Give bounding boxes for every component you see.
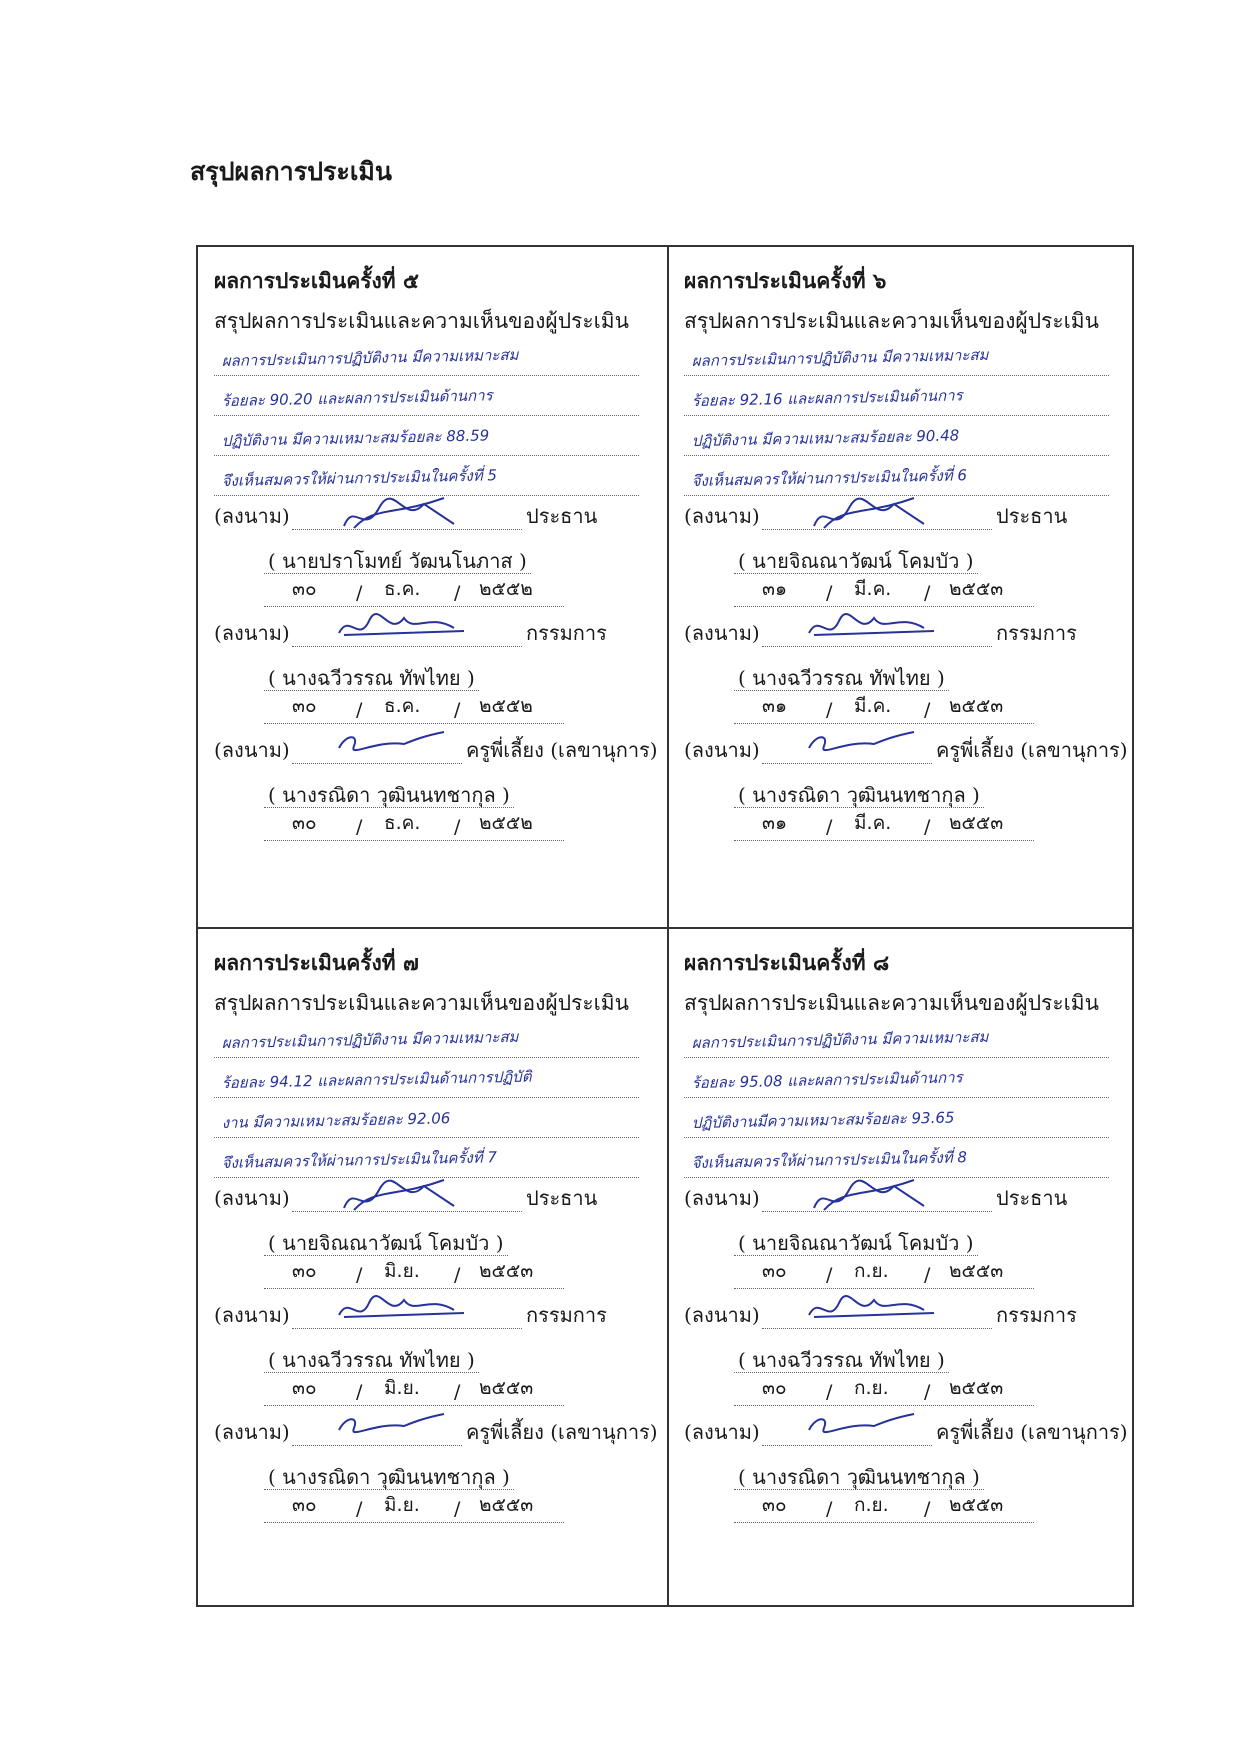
comment-text: ร้อยละ 90.20 และผลการประเมินด้านการ <box>221 386 493 411</box>
assessment-cell <box>198 929 666 1609</box>
chair-signature-row <box>684 1184 1134 1218</box>
comment-text: งาน มีความเหมาะสมร้อยละ 92.06 <box>221 1109 451 1133</box>
chair-name: ( นายปราโมทย์ วัฒนโนภาส ) <box>264 545 531 577</box>
member-role-label: กรรมการ <box>996 621 1077 645</box>
member-signature <box>334 613 484 653</box>
date-month: ก.ย. <box>854 1494 889 1516</box>
chair-signature-row <box>214 502 664 536</box>
date-month: ก.ย. <box>854 1377 889 1399</box>
date-year: ๒๕๕๓ <box>949 1494 1004 1516</box>
member-signature-row <box>684 619 1134 653</box>
assessment-title: ผลการประเมินครั้งที่ ๗ <box>214 950 419 975</box>
date-day: ๓๐ <box>292 1377 317 1399</box>
handwritten-comment-line <box>214 1143 639 1178</box>
date-month: มี.ค. <box>854 695 892 717</box>
comment-text: ผลการประเมินการปฏิบัติงาน มีความเหมาะสม <box>691 1027 989 1053</box>
date-year: ๒๕๕๓ <box>949 812 1004 834</box>
date-year: ๒๕๕๒ <box>479 578 533 600</box>
assessment-subtitle: สรุปผลการประเมินและความเห็นของผู้ประเมิน <box>214 991 629 1015</box>
comment-text: ร้อยละ 95.08 และผลการประเมินด้านการ <box>691 1068 963 1093</box>
date-month: มิ.ย. <box>384 1494 420 1516</box>
handwritten-comment-line <box>684 1103 1109 1138</box>
page-title: สรุปผลการประเมิน <box>190 157 392 186</box>
secretary-signature-row <box>684 736 1134 770</box>
handwritten-comment-line <box>214 1023 639 1058</box>
assessment-title: ผลการประเมินครั้งที่ ๘ <box>684 950 890 975</box>
date-year: ๒๕๕๓ <box>949 1260 1004 1282</box>
sign-label: (ลงนาม) <box>684 1420 760 1444</box>
date-day: ๓๑ <box>762 578 788 600</box>
secretary-name: ( นางรณิดา วุฒินนทชากุล ) <box>264 779 514 811</box>
chair-role-label: ประธาน <box>996 504 1068 528</box>
member-signature-row <box>684 1301 1134 1335</box>
handwritten-comment-line <box>214 461 639 496</box>
secretary-date: ๓๐ / มิ.ย. / ๒๕๕๓ <box>264 1496 564 1523</box>
secretary-role-label: ครูพี่เลี้ยง (เลขานุการ) <box>466 738 658 762</box>
chair-date: ๓๑ / มี.ค. / ๒๕๕๓ <box>734 580 1034 607</box>
handwritten-comment-line <box>684 1143 1109 1178</box>
comment-text: ผลการประเมินการปฏิบัติงาน มีความเหมาะสม <box>221 1027 519 1053</box>
secretary-signature <box>334 1412 484 1452</box>
comment-text: ผลการประเมินการปฏิบัติงาน มีความเหมาะสม <box>221 345 519 371</box>
member-name: ( นางฉวีวรรณ ทัพไทย ) <box>734 1344 949 1376</box>
date-day: ๓๐ <box>292 695 317 717</box>
secretary-name: ( นางรณิดา วุฒินนทชากุล ) <box>264 1461 514 1493</box>
member-date: ๓๑ / มี.ค. / ๒๕๕๓ <box>734 697 1034 724</box>
date-day: ๓๐ <box>292 812 317 834</box>
handwritten-comment-line <box>214 1103 639 1138</box>
comment-text: ผลการประเมินการปฏิบัติงาน มีความเหมาะสม <box>691 345 989 371</box>
chair-name: ( นายจิณณาวัฒน์ โคมบัว ) <box>734 1227 978 1259</box>
chair-date: ๓๐ / ก.ย. / ๒๕๕๓ <box>734 1262 1034 1289</box>
assessment-subtitle: สรุปผลการประเมินและความเห็นของผู้ประเมิน <box>214 309 629 333</box>
date-year: ๒๕๕๓ <box>949 578 1004 600</box>
member-signature <box>804 613 954 653</box>
handwritten-comment-line <box>684 461 1109 496</box>
comment-text: จึงเห็นสมควรให้ผ่านการประเมินในครั้งที่ 7 <box>221 1148 498 1173</box>
member-signature-row <box>214 619 664 653</box>
sign-label: (ลงนาม) <box>684 621 760 645</box>
handwritten-comment-line <box>684 1063 1109 1098</box>
member-date: ๓๐ / มิ.ย. / ๒๕๕๓ <box>264 1379 564 1406</box>
handwritten-comment-line <box>214 421 639 456</box>
sign-label: (ลงนาม) <box>214 504 290 528</box>
chair-signature <box>334 1178 484 1218</box>
chair-name: ( นายจิณณาวัฒน์ โคมบัว ) <box>264 1227 508 1259</box>
secretary-role-label: ครูพี่เลี้ยง (เลขานุการ) <box>466 1420 658 1444</box>
comment-text: จึงเห็นสมควรให้ผ่านการประเมินในครั้งที่ 5 <box>221 466 498 491</box>
handwritten-comment-line <box>214 341 639 376</box>
assessment-title: ผลการประเมินครั้งที่ ๕ <box>214 268 419 293</box>
comment-text: จึงเห็นสมควรให้ผ่านการประเมินในครั้งที่ 6 <box>691 466 968 491</box>
chair-role-label: ประธาน <box>996 1186 1068 1210</box>
secretary-signature-row <box>214 1418 664 1452</box>
date-day: ๓๐ <box>292 1260 317 1282</box>
comment-text: ปฏิบัติงาน มีความเหมาะสมร้อยละ 90.48 <box>691 426 960 451</box>
chair-name: ( นายจิณณาวัฒน์ โคมบัว ) <box>734 545 978 577</box>
comment-text: ร้อยละ 92.16 และผลการประเมินด้านการ <box>691 386 963 411</box>
date-year: ๒๕๕๓ <box>479 1260 534 1282</box>
sign-label: (ลงนาม) <box>214 1420 290 1444</box>
chair-signature <box>804 1178 954 1218</box>
sign-label: (ลงนาม) <box>684 1303 760 1327</box>
member-role-label: กรรมการ <box>996 1303 1077 1327</box>
chair-role-label: ประธาน <box>526 1186 598 1210</box>
secretary-signature-row <box>214 736 664 770</box>
handwritten-comment-line <box>684 1023 1109 1058</box>
secretary-date: ๓๑ / มี.ค. / ๒๕๕๓ <box>734 814 1034 841</box>
date-month: ธ.ค. <box>384 812 421 834</box>
secretary-role-label: ครูพี่เลี้ยง (เลขานุการ) <box>936 1420 1128 1444</box>
date-year: ๒๕๕๓ <box>949 1377 1004 1399</box>
member-name: ( นางฉวีวรรณ ทัพไทย ) <box>734 662 949 694</box>
member-signature <box>334 1295 484 1335</box>
secretary-signature <box>334 730 484 770</box>
secretary-date: ๓๐ / ก.ย. / ๒๕๕๓ <box>734 1496 1034 1523</box>
date-day: ๓๐ <box>762 1494 787 1516</box>
sign-label: (ลงนาม) <box>214 1303 290 1327</box>
chair-date: ๓๐ / ธ.ค. / ๒๕๕๒ <box>264 580 564 607</box>
date-day: ๓๐ <box>762 1260 787 1282</box>
comment-text: จึงเห็นสมควรให้ผ่านการประเมินในครั้งที่ 8 <box>691 1148 968 1173</box>
assessment-cell <box>668 929 1136 1609</box>
secretary-signature <box>804 730 954 770</box>
date-year: ๒๕๕๓ <box>949 695 1004 717</box>
handwritten-comment-line <box>214 381 639 416</box>
chair-role-label: ประธาน <box>526 504 598 528</box>
chair-signature <box>804 496 954 536</box>
chair-date: ๓๐ / มิ.ย. / ๒๕๕๓ <box>264 1262 564 1289</box>
sign-label: (ลงนาม) <box>684 738 760 762</box>
member-role-label: กรรมการ <box>526 621 607 645</box>
sign-label: (ลงนาม) <box>684 504 760 528</box>
date-day: ๓๑ <box>762 695 788 717</box>
comment-text: ปฏิบัติงาน มีความเหมาะสมร้อยละ 88.59 <box>221 426 490 451</box>
handwritten-comment-line <box>684 341 1109 376</box>
assessment-cell <box>668 247 1136 927</box>
date-year: ๒๕๕๓ <box>479 1377 534 1399</box>
date-day: ๓๑ <box>762 812 788 834</box>
sign-label: (ลงนาม) <box>214 1186 290 1210</box>
date-month: มิ.ย. <box>384 1260 420 1282</box>
assessment-grid <box>196 245 1134 1607</box>
member-signature <box>804 1295 954 1335</box>
date-month: มี.ค. <box>854 812 892 834</box>
chair-signature <box>334 496 484 536</box>
secretary-signature <box>804 1412 954 1452</box>
secretary-date: ๓๐ / ธ.ค. / ๒๕๕๒ <box>264 814 564 841</box>
date-year: ๒๕๕๒ <box>479 695 533 717</box>
sign-label: (ลงนาม) <box>214 738 290 762</box>
member-date: ๓๐ / ก.ย. / ๒๕๕๓ <box>734 1379 1034 1406</box>
assessment-subtitle: สรุปผลการประเมินและความเห็นของผู้ประเมิน <box>684 991 1099 1015</box>
secretary-role-label: ครูพี่เลี้ยง (เลขานุการ) <box>936 738 1128 762</box>
date-month: ก.ย. <box>854 1260 889 1282</box>
assessment-subtitle: สรุปผลการประเมินและความเห็นของผู้ประเมิน <box>684 309 1099 333</box>
member-role-label: กรรมการ <box>526 1303 607 1327</box>
sign-label: (ลงนาม) <box>684 1186 760 1210</box>
date-year: ๒๕๕๒ <box>479 812 533 834</box>
date-year: ๒๕๕๓ <box>479 1494 534 1516</box>
comment-text: ร้อยละ 94.12 และผลการประเมินด้านการปฏิบัติ <box>221 1067 532 1093</box>
secretary-signature-row <box>684 1418 1134 1452</box>
handwritten-comment-line <box>214 1063 639 1098</box>
member-date: ๓๐ / ธ.ค. / ๒๕๕๒ <box>264 697 564 724</box>
date-month: ธ.ค. <box>384 578 421 600</box>
comment-text: ปฏิบัติงานมีความเหมาะสมร้อยละ 93.65 <box>691 1108 955 1133</box>
chair-signature-row <box>684 502 1134 536</box>
member-name: ( นางฉวีวรรณ ทัพไทย ) <box>264 1344 479 1376</box>
date-day: ๓๐ <box>292 578 317 600</box>
sign-label: (ลงนาม) <box>214 621 290 645</box>
handwritten-comment-line <box>684 381 1109 416</box>
date-month: ธ.ค. <box>384 695 421 717</box>
secretary-name: ( นางรณิดา วุฒินนทชากุล ) <box>734 1461 984 1493</box>
handwritten-comment-line <box>684 421 1109 456</box>
date-month: มิ.ย. <box>384 1377 420 1399</box>
date-day: ๓๐ <box>292 1494 317 1516</box>
chair-signature-row <box>214 1184 664 1218</box>
assessment-cell <box>198 247 666 927</box>
date-day: ๓๐ <box>762 1377 787 1399</box>
secretary-name: ( นางรณิดา วุฒินนทชากุล ) <box>734 779 984 811</box>
assessment-title: ผลการประเมินครั้งที่ ๖ <box>684 268 887 293</box>
date-month: มี.ค. <box>854 578 892 600</box>
member-name: ( นางฉวีวรรณ ทัพไทย ) <box>264 662 479 694</box>
member-signature-row <box>214 1301 664 1335</box>
